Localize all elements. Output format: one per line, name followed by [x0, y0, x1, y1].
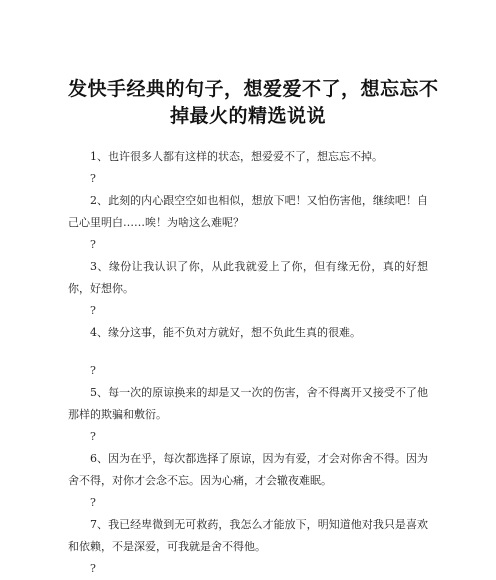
sentence-4: 4、缘分这事，能不负对方就好，想不负此生真的很难。 — [90, 326, 361, 339]
title-line-2: 掉最火的精选说说 — [169, 105, 326, 127]
separator-7: ? — [90, 562, 96, 575]
separator-4: ? — [90, 364, 96, 377]
document-body — [68, 146, 428, 580]
sentence-2: 2、此刻的内心跟空空如也相似，想放下吧！又怕伤害他，继续吧！自己心里明白……唉！为啥这么难呢？ — [68, 194, 428, 229]
separator-1: ? — [90, 172, 96, 185]
separator-3: ? — [90, 304, 96, 317]
title-line-1: 发快手经典的句子，想爱爱不了，想忘忘不 — [68, 78, 439, 100]
separator-2: ? — [90, 238, 96, 251]
sentence-6: 6、因为在乎，每次都选择了原谅，因为有爱，才会对你舍不得。因为舍不得，对你才会念不忘。因为心痛，才会辙夜难眠。 — [68, 452, 428, 487]
document-title — [68, 76, 439, 130]
sentence-1: 1、也许很多人都有这样的状态，想爱爱不了，想忘忘不掉。 — [90, 150, 383, 163]
separator-5: ? — [90, 430, 96, 443]
sentence-3: 3、缘份让我认识了你，从此我就爱上了你，但有缘无份，真的好想你，好想你。 — [68, 260, 428, 295]
sentence-5: 5、每一次的原谅换来的却是又一次的伤害，舍不得离开又接受不了他那样的欺骗和敷衍。 — [68, 386, 428, 421]
blank-gap — [68, 344, 428, 360]
sentence-7: 7、我已经卑微到无可救药，我怎么才能放下，明知道他对我只是喜欢和依赖，不是深爱，可我就是舍不得他。 — [68, 518, 428, 553]
separator-6: ? — [90, 496, 96, 509]
